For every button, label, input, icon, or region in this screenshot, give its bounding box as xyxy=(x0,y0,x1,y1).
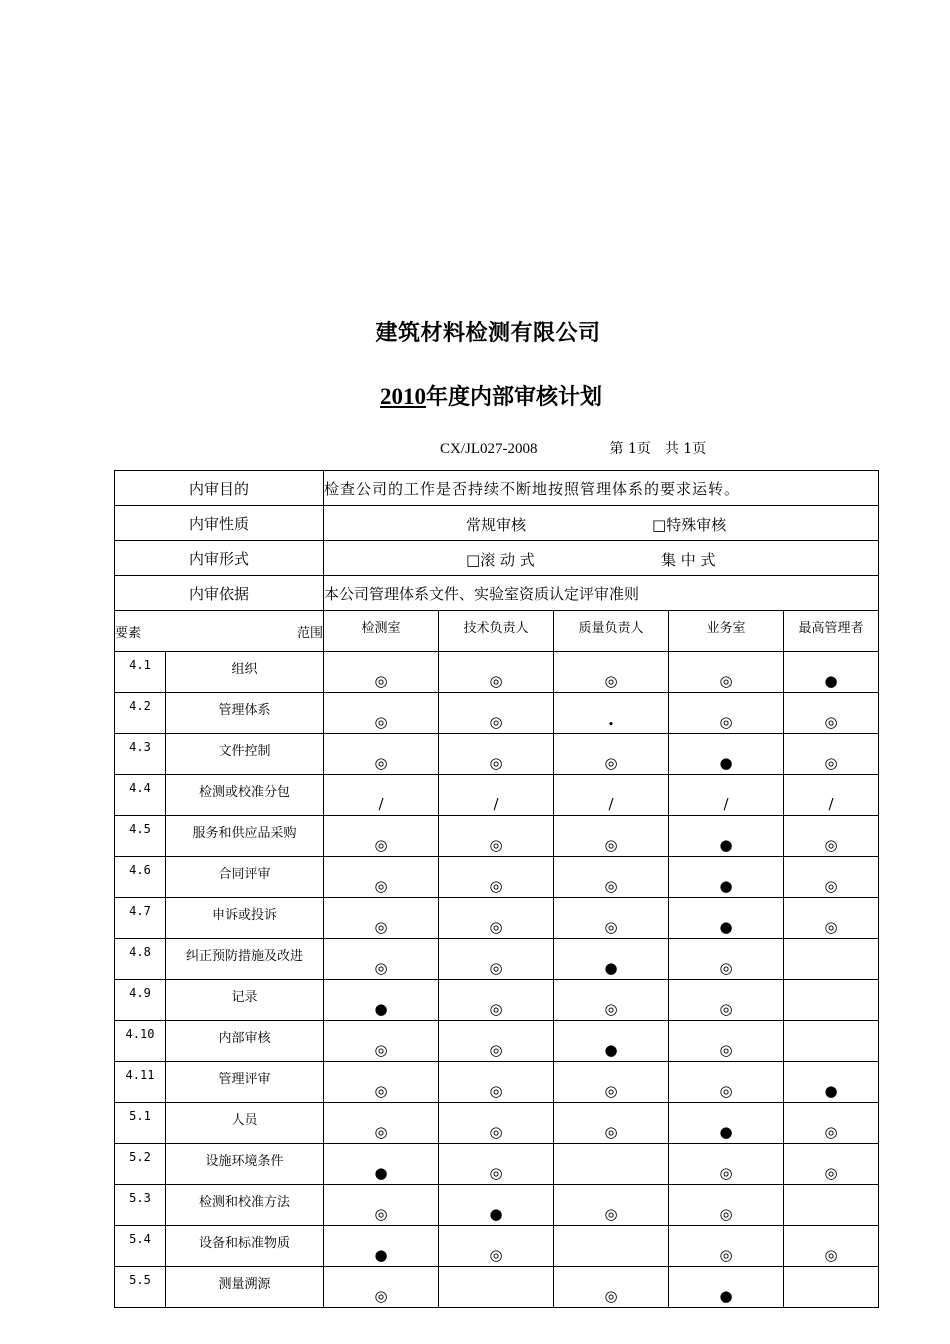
dept-header: 质量负责人 xyxy=(554,611,669,652)
responsibility-mark: ◎ xyxy=(324,652,439,693)
dept-header: 检测室 xyxy=(324,611,439,652)
element-name: 检测或校准分包 xyxy=(166,775,324,816)
nature-row xyxy=(115,506,879,541)
element-code: 4.6 xyxy=(115,857,166,898)
nature-options xyxy=(324,506,879,541)
responsibility-mark: ◎ xyxy=(439,857,554,898)
header-row xyxy=(115,611,879,652)
responsibility-mark: ● xyxy=(324,1226,439,1267)
element-name: 设备和标准物质 xyxy=(166,1226,324,1267)
responsibility-mark: ● xyxy=(784,1062,879,1103)
responsibility-mark: ◎ xyxy=(324,898,439,939)
table-row xyxy=(115,652,879,693)
element-name: 人员 xyxy=(166,1103,324,1144)
plan-title-text: 年度内部审核计划 xyxy=(425,385,602,410)
responsibility-mark: / xyxy=(669,775,784,816)
table-row xyxy=(115,1144,879,1185)
element-name: 合同评审 xyxy=(166,857,324,898)
element-code: 4.5 xyxy=(115,816,166,857)
table-row xyxy=(115,1021,879,1062)
element-code: 4.4 xyxy=(115,775,166,816)
responsibility-mark: ◎ xyxy=(554,652,669,693)
table-row xyxy=(115,939,879,980)
responsibility-mark: / xyxy=(439,775,554,816)
responsibility-mark xyxy=(784,980,879,1021)
responsibility-mark: ◎ xyxy=(669,1021,784,1062)
responsibility-mark: / xyxy=(324,775,439,816)
form-row xyxy=(115,541,879,576)
responsibility-mark: ● xyxy=(669,1103,784,1144)
element-code: 4.10 xyxy=(115,1021,166,1062)
element-name: 测量溯源 xyxy=(166,1267,324,1308)
table-row xyxy=(115,775,879,816)
responsibility-mark: ◎ xyxy=(324,1062,439,1103)
audit-plan-table xyxy=(114,470,879,1308)
table-row xyxy=(115,980,879,1021)
element-code: 4.3 xyxy=(115,734,166,775)
responsibility-mark: ◎ xyxy=(439,1021,554,1062)
responsibility-mark: ◎ xyxy=(669,693,784,734)
element-name: 记录 xyxy=(166,980,324,1021)
responsibility-mark: ● xyxy=(669,857,784,898)
responsibility-mark: ◎ xyxy=(324,1021,439,1062)
basis-row xyxy=(115,576,879,611)
element-name: 管理评审 xyxy=(166,1062,324,1103)
basis-label: 内审依据 xyxy=(115,576,324,611)
dept-header: 技术负责人 xyxy=(439,611,554,652)
responsibility-mark: ◎ xyxy=(439,1226,554,1267)
responsibility-mark: / xyxy=(554,775,669,816)
plan-title xyxy=(0,380,950,411)
responsibility-mark: ◎ xyxy=(324,693,439,734)
doc-info-line xyxy=(440,438,706,458)
table-row xyxy=(115,1103,879,1144)
responsibility-mark: ● xyxy=(784,652,879,693)
element-scope-header xyxy=(115,611,324,652)
responsibility-mark xyxy=(554,1144,669,1185)
element-name: 组织 xyxy=(166,652,324,693)
responsibility-mark xyxy=(784,1021,879,1062)
responsibility-mark: ◎ xyxy=(669,652,784,693)
element-code: 5.1 xyxy=(115,1103,166,1144)
responsibility-mark: ● xyxy=(669,1267,784,1308)
responsibility-mark xyxy=(784,1185,879,1226)
responsibility-mark: ● xyxy=(554,1021,669,1062)
responsibility-mark: ◎ xyxy=(554,1185,669,1226)
responsibility-mark: ◎ xyxy=(324,857,439,898)
responsibility-mark: ◎ xyxy=(784,693,879,734)
responsibility-mark xyxy=(439,1267,554,1308)
element-name: 申诉或投诉 xyxy=(166,898,324,939)
responsibility-mark: ◎ xyxy=(439,898,554,939)
purpose-label: 内审目的 xyxy=(115,471,324,506)
doc-code: CX/JL027-2008 xyxy=(440,441,538,457)
table-row xyxy=(115,734,879,775)
element-code: 4.8 xyxy=(115,939,166,980)
nature-label: 内审性质 xyxy=(115,506,324,541)
responsibility-mark: ◎ xyxy=(669,1144,784,1185)
form-options xyxy=(324,541,879,576)
element-name: 文件控制 xyxy=(166,734,324,775)
table-row xyxy=(115,857,879,898)
element-code: 4.7 xyxy=(115,898,166,939)
responsibility-mark: ◎ xyxy=(784,816,879,857)
responsibility-mark: ◎ xyxy=(669,1226,784,1267)
responsibility-mark: ● xyxy=(669,898,784,939)
responsibility-mark: ● xyxy=(669,816,784,857)
company-name: 建筑材料检测有限公司 xyxy=(375,321,601,346)
table-row xyxy=(115,1267,879,1308)
element-code: 5.5 xyxy=(115,1267,166,1308)
responsibility-mark: ◎ xyxy=(554,734,669,775)
page-info: 第 1页 共 1页 xyxy=(609,441,707,457)
element-code: 5.3 xyxy=(115,1185,166,1226)
responsibility-mark: ◎ xyxy=(554,1062,669,1103)
nature-option-special[interactable]: □特殊审核 xyxy=(652,516,727,534)
table-row xyxy=(115,1062,879,1103)
element-name: 设施环境条件 xyxy=(166,1144,324,1185)
element-name: 服务和供应品采购 xyxy=(166,816,324,857)
responsibility-mark: ◎ xyxy=(439,652,554,693)
responsibility-mark xyxy=(784,939,879,980)
responsibility-mark: ◎ xyxy=(439,1062,554,1103)
element-header: 要素 xyxy=(115,625,142,641)
responsibility-mark: ◎ xyxy=(554,1267,669,1308)
form-label: 内审形式 xyxy=(115,541,324,576)
table-row xyxy=(115,1226,879,1267)
responsibility-mark: ◎ xyxy=(324,1185,439,1226)
scope-header: 范围 xyxy=(297,625,324,641)
responsibility-mark: ◎ xyxy=(439,734,554,775)
responsibility-mark: ◎ xyxy=(324,734,439,775)
responsibility-mark: ◎ xyxy=(784,898,879,939)
element-code: 5.4 xyxy=(115,1226,166,1267)
responsibility-mark: ● xyxy=(324,1144,439,1185)
plan-year: 2010 xyxy=(379,384,426,409)
dept-header: 业务室 xyxy=(669,611,784,652)
responsibility-mark: ● xyxy=(324,980,439,1021)
table-row xyxy=(115,898,879,939)
basis-value: 本公司管理体系文件、实验室资质认定评审准则 xyxy=(324,576,879,611)
responsibility-mark: ◎ xyxy=(554,980,669,1021)
element-code: 4.9 xyxy=(115,980,166,1021)
responsibility-mark: ◎ xyxy=(554,857,669,898)
responsibility-mark: ◎ xyxy=(554,898,669,939)
element-name: 内部审核 xyxy=(166,1021,324,1062)
element-name: 检测和校准方法 xyxy=(166,1185,324,1226)
responsibility-mark: ● xyxy=(554,939,669,980)
responsibility-mark: ◎ xyxy=(784,734,879,775)
element-code: 5.2 xyxy=(115,1144,166,1185)
dept-header: 最高管理者 xyxy=(784,611,879,652)
responsibility-mark: ◎ xyxy=(439,816,554,857)
responsibility-mark: ◎ xyxy=(439,939,554,980)
responsibility-mark: ◎ xyxy=(554,816,669,857)
responsibility-mark xyxy=(554,1226,669,1267)
responsibility-mark: ◎ xyxy=(784,857,879,898)
responsibility-mark: ◎ xyxy=(324,1103,439,1144)
responsibility-mark: ◎ xyxy=(439,693,554,734)
responsibility-mark: ◎ xyxy=(324,1267,439,1308)
responsibility-mark: ◎ xyxy=(439,980,554,1021)
responsibility-mark: ◎ xyxy=(669,939,784,980)
responsibility-mark: ◎ xyxy=(669,1185,784,1226)
responsibility-mark: • xyxy=(554,693,669,734)
element-code: 4.2 xyxy=(115,693,166,734)
responsibility-mark xyxy=(784,1267,879,1308)
responsibility-mark: ◎ xyxy=(439,1144,554,1185)
element-code: 4.1 xyxy=(115,652,166,693)
element-code: 4.11 xyxy=(115,1062,166,1103)
purpose-row xyxy=(115,471,879,506)
responsibility-mark: ● xyxy=(669,734,784,775)
table-row xyxy=(115,1185,879,1226)
responsibility-mark: ◎ xyxy=(439,1103,554,1144)
table-row xyxy=(115,693,879,734)
responsibility-mark: ◎ xyxy=(669,980,784,1021)
nature-option-regular[interactable]: 常规审核 xyxy=(466,516,527,534)
form-option-centralized[interactable]: 集 中 式 xyxy=(661,551,716,569)
responsibility-mark: ◎ xyxy=(669,1062,784,1103)
responsibility-mark: ◎ xyxy=(324,816,439,857)
responsibility-mark: ◎ xyxy=(554,1103,669,1144)
responsibility-mark: ● xyxy=(439,1185,554,1226)
element-name: 纠正预防措施及改进 xyxy=(166,939,324,980)
responsibility-mark: ◎ xyxy=(784,1103,879,1144)
responsibility-mark: ◎ xyxy=(324,939,439,980)
form-option-rolling[interactable]: □滚 动 式 xyxy=(466,551,535,569)
element-name: 管理体系 xyxy=(166,693,324,734)
responsibility-mark: ◎ xyxy=(784,1226,879,1267)
purpose-value: 检查公司的工作是否持续不断地按照管理体系的要求运转。 xyxy=(324,471,879,506)
responsibility-mark: ◎ xyxy=(784,1144,879,1185)
responsibility-mark: / xyxy=(784,775,879,816)
table-row xyxy=(115,816,879,857)
